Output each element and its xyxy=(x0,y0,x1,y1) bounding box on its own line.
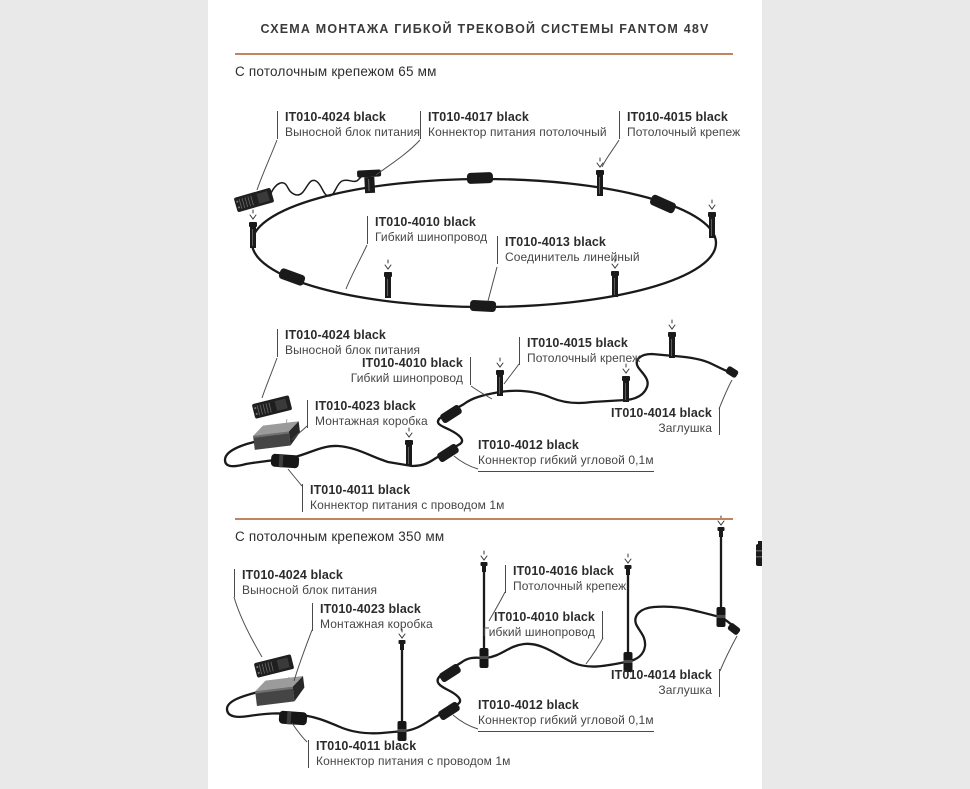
label-ceiling-power-connector: IT010-4017 black Коннектор питания потолочный xyxy=(420,111,607,139)
leader-line xyxy=(346,245,367,289)
label-ceiling-mount: IT010-4016 black Потолочный крепеж xyxy=(505,565,626,593)
label-linear-connector: IT010-4013 black Соединитель линейный xyxy=(497,236,640,264)
section-divider-bottom xyxy=(235,518,733,520)
leader-line xyxy=(504,364,519,384)
leader-line xyxy=(288,469,302,486)
corner-connector xyxy=(439,404,463,424)
leader-line xyxy=(720,636,737,671)
label-end-cap: IT010-4014 black Заглушка xyxy=(611,669,720,697)
label-flex-track: IT010-4010 black Гибкий шинопровод xyxy=(351,357,471,385)
label-corner-connector: IT010-4012 black Коннектор гибкий угловой 0,1м xyxy=(478,439,654,472)
diagram-page xyxy=(208,0,762,789)
leader-line xyxy=(234,597,262,657)
label-power-feed-connector: IT010-4011 black Коннектор питания с проводом 1м xyxy=(302,484,505,512)
corner-connector xyxy=(438,663,462,683)
label-end-cap: IT010-4014 black Заглушка xyxy=(611,407,720,435)
ceiling-mount-65 xyxy=(611,259,619,297)
ceiling-mount-65 xyxy=(596,158,604,196)
label-psu: IT010-4024 black Выносной блок питания xyxy=(277,329,420,357)
end-cap xyxy=(727,622,741,636)
mounting-box xyxy=(252,421,301,450)
leader-line xyxy=(719,380,732,409)
ceiling-mount-350 xyxy=(717,516,726,627)
leader-line xyxy=(292,723,307,742)
linear-connector xyxy=(278,267,306,286)
label-mounting-box: IT010-4023 black Монтажная коробка xyxy=(307,400,428,428)
corner-connector xyxy=(436,443,460,463)
label-flex-track: IT010-4010 black Гибкий шинопровод xyxy=(367,216,487,244)
leader-line xyxy=(294,630,312,681)
label-flex-track: IT010-4010 black Гибкий шинопровод xyxy=(483,611,603,639)
ceiling-mount-65 xyxy=(249,210,257,248)
ceiling-mount-65 xyxy=(384,260,392,298)
power-supply-unit xyxy=(252,395,293,419)
linear-connector xyxy=(649,194,677,215)
section-divider-top xyxy=(235,53,733,55)
section-heading-65mm: С потолочным крепежом 65 мм xyxy=(235,64,437,79)
ceiling-mount-65 xyxy=(622,364,630,402)
ceiling-mount-65 xyxy=(668,320,676,358)
power-supply-unit xyxy=(234,188,275,213)
power-cord xyxy=(270,177,361,196)
label-ceiling-mount: IT010-4015 black Потолочный крепеж xyxy=(519,337,640,365)
label-corner-connector: IT010-4012 black Коннектор гибкий угловой 0,1м xyxy=(478,699,654,732)
leader-line xyxy=(488,267,497,301)
leader-line xyxy=(376,140,420,175)
power-feed-connector xyxy=(279,711,308,726)
leader-line xyxy=(453,715,478,729)
power-feed-connector xyxy=(271,454,300,469)
label-psu: IT010-4024 black Выносной блок питания xyxy=(234,569,377,597)
label-mounting-box: IT010-4023 black Монтажная коробка xyxy=(312,603,433,631)
ceiling-mount-65 xyxy=(496,358,504,396)
power-supply-unit xyxy=(254,654,295,678)
mounting-box xyxy=(254,676,306,706)
leader-line xyxy=(454,456,478,469)
label-ceiling-mount: IT010-4015 black Потолочный крепеж xyxy=(619,111,740,139)
linear-connector xyxy=(467,172,493,184)
page-title: СХЕМА МОНТАЖА ГИБКОЙ ТРЕКОВОЙ СИСТЕМЫ FANTOM 48V xyxy=(260,22,710,36)
label-power-feed-connector: IT010-4011 black Коннектор питания с проводом 1м xyxy=(308,740,511,768)
leader-line xyxy=(602,140,619,167)
ceiling-mount-65 xyxy=(405,428,413,466)
leader-line xyxy=(262,358,277,398)
ceiling-mount-350 xyxy=(398,629,407,741)
section-heading-350mm: С потолочным крепежом 350 мм xyxy=(235,529,445,544)
leader-line xyxy=(257,140,277,190)
mount-rod-detail xyxy=(756,541,762,566)
leader-line xyxy=(586,638,603,664)
end-cap xyxy=(725,365,739,378)
ceiling-mount-65 xyxy=(708,200,716,238)
ceiling-mount-350 xyxy=(480,551,489,668)
label-psu: IT010-4024 black Выносной блок питания xyxy=(277,111,420,139)
linear-connector xyxy=(470,300,497,312)
